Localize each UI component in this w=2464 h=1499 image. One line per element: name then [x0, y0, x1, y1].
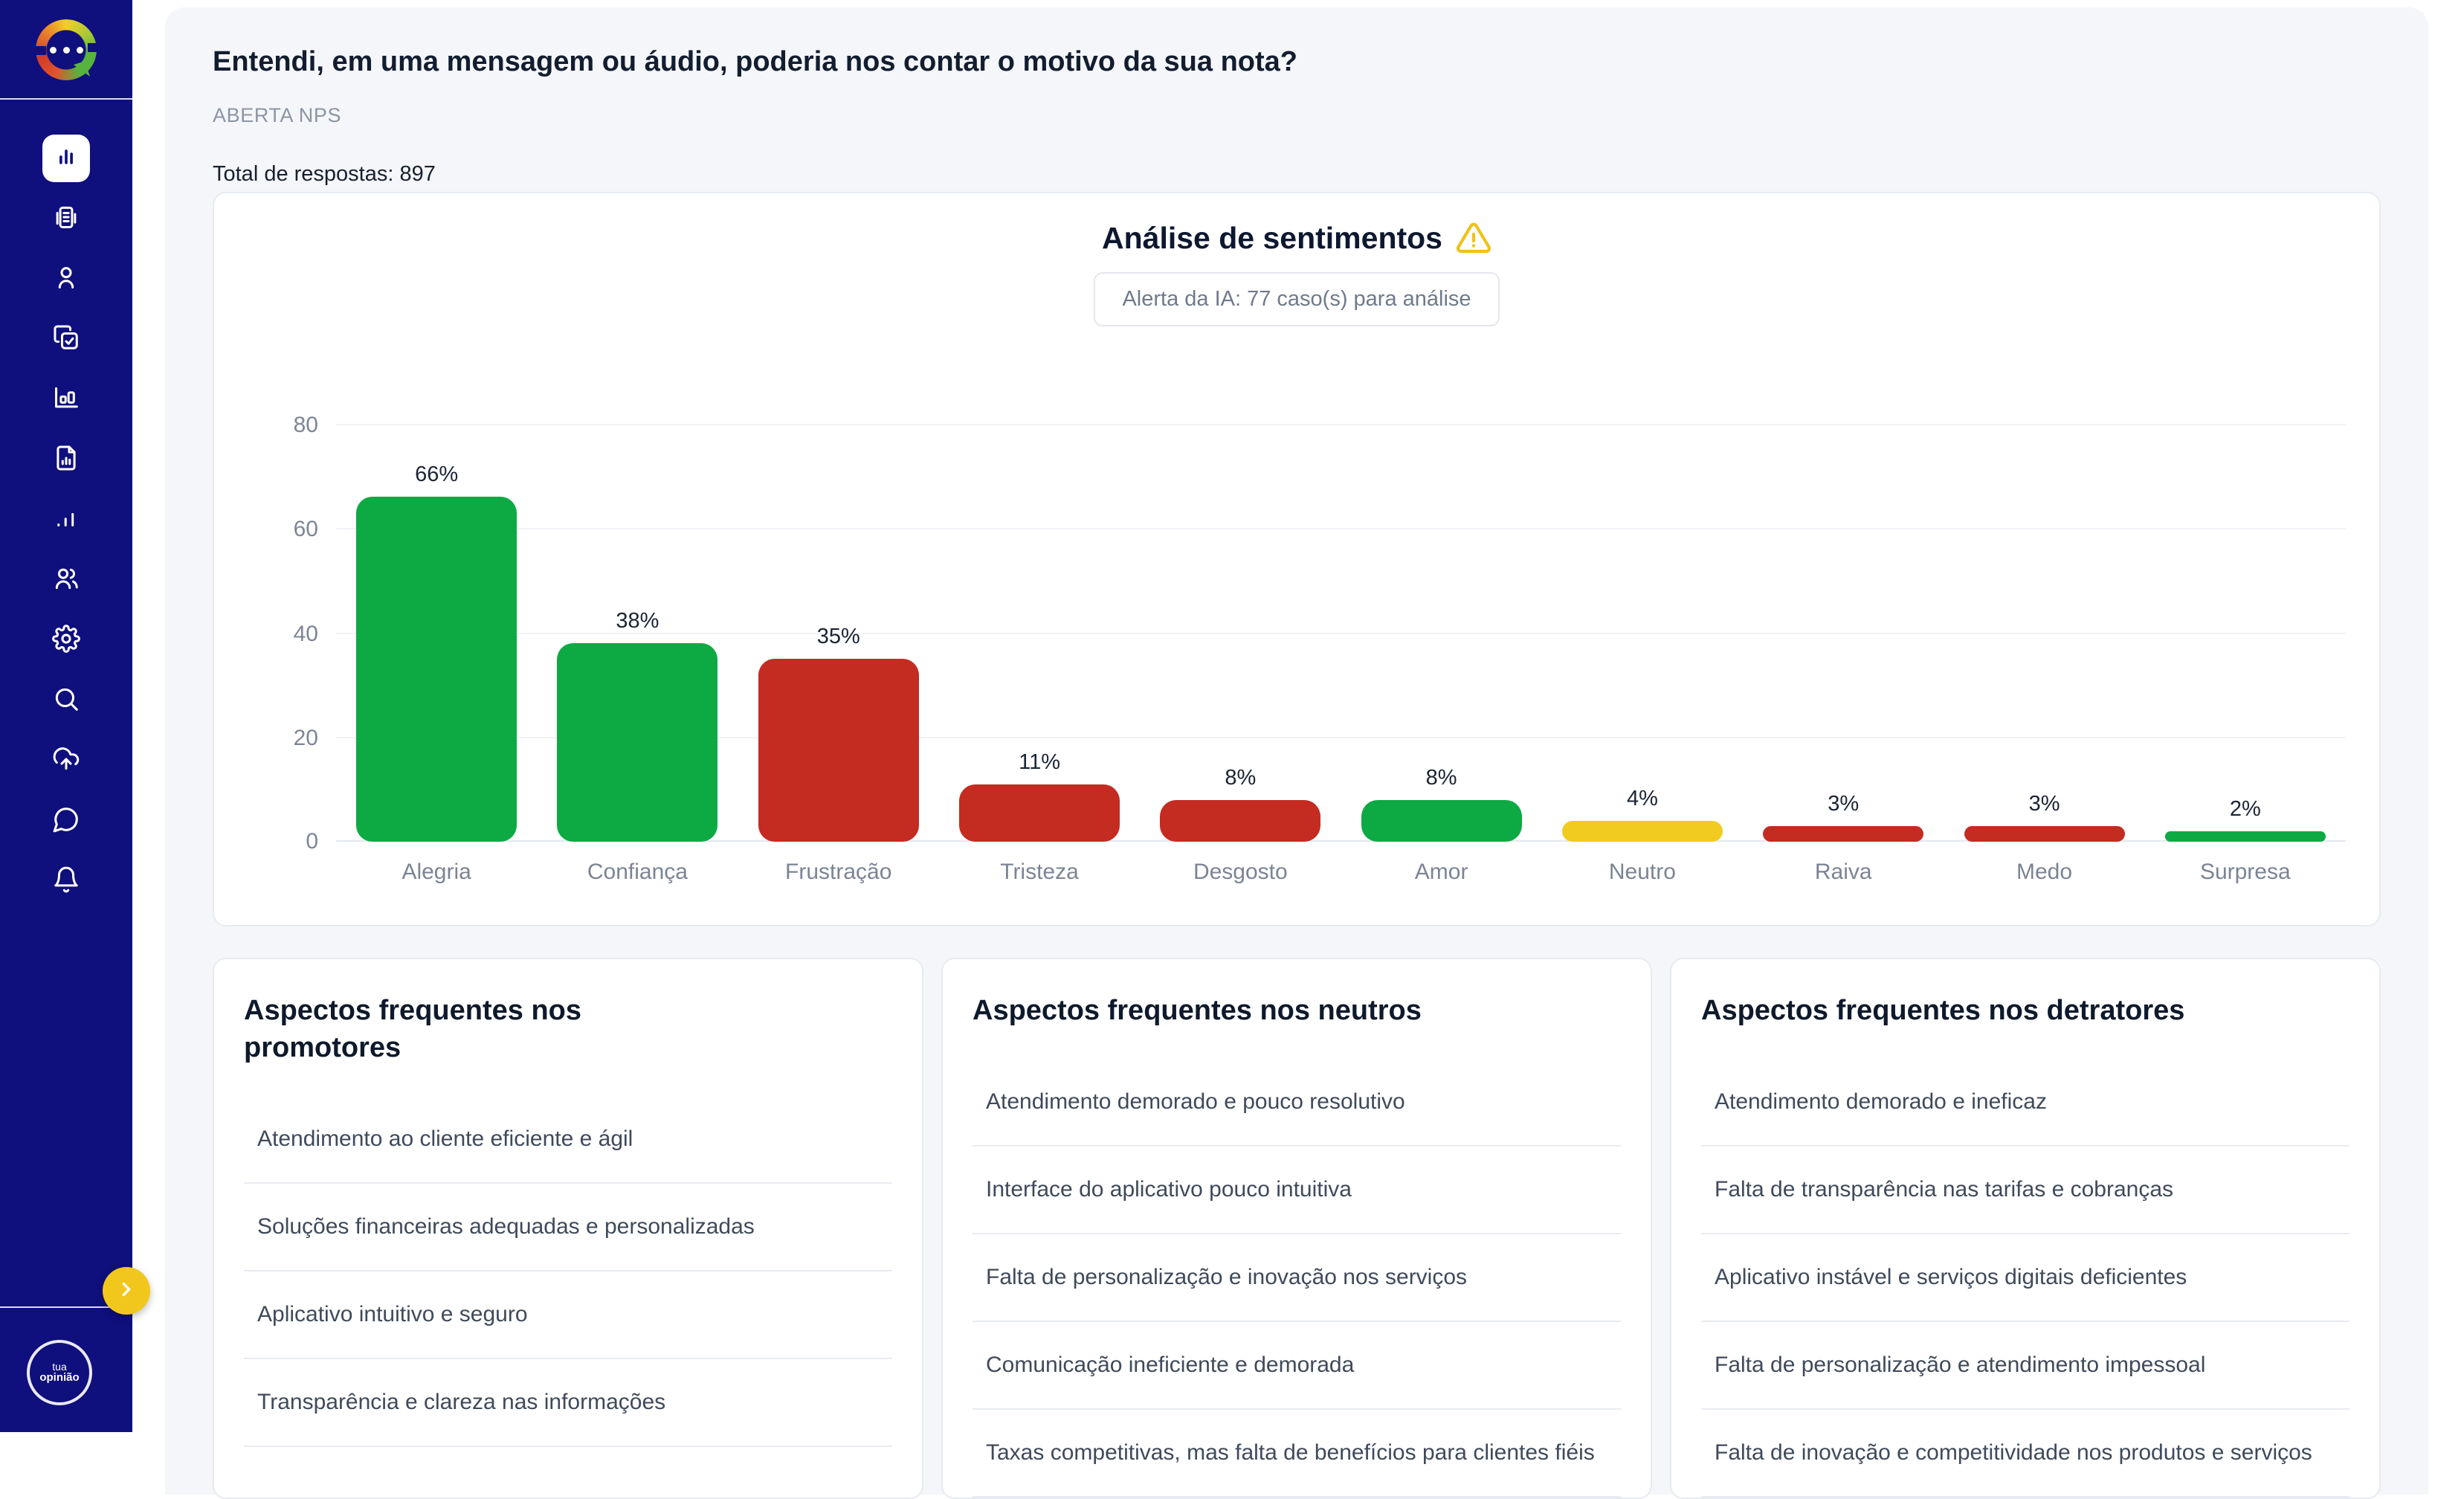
bar-slot: [336, 424, 537, 884]
bar-raiva[interactable]: [1763, 826, 1923, 842]
card-title: Aspectos frequentes nos neutros: [973, 995, 1422, 1026]
list-item: Aplicativo instável e serviços digitais deficientes: [1701, 1234, 2349, 1322]
avatar-label: tua: [52, 1361, 67, 1373]
copy-check-icon: [52, 323, 80, 355]
account-avatar[interactable]: [27, 1340, 92, 1405]
cloud-upload-icon: [52, 745, 80, 777]
list-item: Interface do aplicativo pouco intuitiva: [973, 1147, 1621, 1234]
bar-category-label: Tristeza: [1000, 860, 1079, 884]
aspect-cards-row: [213, 958, 2381, 1499]
chat-icon: [52, 805, 80, 837]
bar-alegria[interactable]: [356, 497, 517, 842]
list-item: Atendimento demorado e pouco resolutivo: [973, 1059, 1621, 1147]
bar-medo[interactable]: [1964, 826, 2125, 842]
bar-chart-icon: [52, 143, 80, 175]
bar-slot: [738, 424, 939, 884]
bar-slot: [537, 424, 738, 884]
sidebar-nav: [42, 135, 90, 905]
sentiment-chart-card: [213, 192, 2381, 926]
bar-chart-plot: [293, 413, 2346, 884]
card-neutros: [941, 958, 1652, 1499]
list-item: Atendimento demorado e ineficaz: [1701, 1059, 2349, 1147]
file-chart-icon: [52, 444, 80, 476]
sidebar-item-results[interactable]: [42, 496, 90, 544]
bar-category-label: Raiva: [1814, 860, 1872, 884]
sidebar-item-analytics[interactable]: [42, 375, 90, 423]
ai-alert-button[interactable]: Alerta da IA: 77 caso(s) para análise: [1094, 272, 1499, 326]
sidebar-item-profile[interactable]: [42, 255, 90, 303]
bar-slots: [336, 424, 2346, 884]
bell-icon: [52, 865, 80, 897]
y-tick-label: 80: [293, 413, 318, 437]
bar-value-label: 38%: [616, 609, 659, 633]
bar-slot: [1743, 424, 1944, 884]
sidebar-item-surveys[interactable]: [42, 315, 90, 363]
search-icon: [52, 685, 80, 717]
card-promotores: [213, 958, 923, 1499]
bar-category-label: Medo: [2016, 860, 2073, 884]
list-item: Falta de personalização e inovação nos serviços: [973, 1234, 1621, 1322]
card-title: Aspectos frequentes nos promotores: [244, 995, 581, 1064]
total-responses: Total de respostas: 897: [213, 162, 436, 186]
list-item: Atendimento ao cliente eficiente e ágil: [244, 1096, 892, 1184]
bar-value-label: 3%: [2028, 792, 2060, 816]
sidebar-item-reports[interactable]: [42, 195, 90, 242]
list-item: Falta de inovação e competitividade nos produtos e serviços: [1701, 1410, 2349, 1498]
bar-desgosto[interactable]: [1160, 800, 1320, 842]
sidebar-item-dashboard[interactable]: [42, 135, 90, 182]
list-item: Aplicativo intuitivo e seguro: [244, 1271, 892, 1359]
chart-title: Análise de sentimentos: [1102, 220, 1442, 255]
list-item: Taxas competitivas, mas falta de benefícios para clientes fiéis: [973, 1410, 1621, 1498]
signal-bars-icon: [52, 504, 80, 536]
warning-triangle-icon[interactable]: [1456, 220, 1491, 256]
sidebar-item-file-report[interactable]: [42, 436, 90, 483]
bar-value-label: 66%: [415, 462, 459, 486]
card-title: Aspectos frequentes nos detratores: [1701, 995, 2185, 1026]
bar-neutro[interactable]: [1562, 821, 1723, 842]
alert-row: [214, 272, 2379, 326]
y-tick-label: 0: [306, 829, 318, 854]
sidebar-item-contacts[interactable]: [42, 556, 90, 604]
bar-value-label: 35%: [816, 625, 860, 648]
sidebar-expand-button[interactable]: [103, 1267, 150, 1315]
bar-value-label: 8%: [1425, 766, 1457, 790]
sidebar-item-messages[interactable]: [42, 797, 90, 845]
gear-icon: [52, 625, 80, 657]
y-tick-label: 20: [293, 726, 318, 750]
sidebar-item-notifications[interactable]: [42, 857, 90, 905]
bar-slot: [1341, 424, 1541, 884]
bar-value-label: 11%: [1019, 750, 1060, 774]
page-title: Entendi, em uma mensagem ou áudio, poderia nos contar o motivo da sua nota?: [213, 46, 1297, 77]
list-item: Falta de transparência nas tarifas e cobranças: [1701, 1147, 2349, 1234]
bar-category-label: Surpresa: [2199, 860, 2291, 884]
bar-category-label: Desgosto: [1193, 860, 1288, 884]
sidebar-item-upload[interactable]: [42, 737, 90, 784]
sidebar-divider-top: [0, 98, 132, 100]
sidebar: [0, 0, 132, 1432]
list-item: Falta de personalização e atendimento impessoal: [1701, 1322, 2349, 1410]
list-item: Comunicação ineficiente e demorada: [973, 1322, 1621, 1410]
bar-value-label: 8%: [1225, 766, 1257, 790]
bar-confianca[interactable]: [557, 643, 717, 842]
bar-value-label: 4%: [1626, 787, 1658, 810]
bar-amor[interactable]: [1361, 800, 1522, 842]
list-item: Transparência e clareza nas informações: [244, 1359, 892, 1447]
list-item: Soluções financeiras adequadas e personalizadas: [244, 1184, 892, 1271]
bar-category-label: Frustração: [785, 860, 892, 884]
card-list: [1701, 1059, 2349, 1498]
chart-header: [214, 220, 2379, 256]
bar-category-label: Alegria: [401, 860, 471, 884]
sidebar-item-search[interactable]: [42, 677, 90, 724]
bar-category-label: Confiança: [587, 860, 688, 884]
chart-axes-icon: [52, 384, 80, 416]
bar-category-label: Amor: [1414, 860, 1468, 884]
card-detratores: [1670, 958, 2381, 1499]
bar-tristeza[interactable]: [959, 784, 1120, 842]
chevron-right-icon: [115, 1278, 138, 1304]
logo-dots: [36, 19, 97, 80]
bar-slot: [2145, 424, 2346, 884]
sidebar-item-settings[interactable]: [42, 616, 90, 664]
bar-frustracao[interactable]: [758, 659, 919, 842]
bar-value-label: 3%: [1828, 792, 1860, 816]
y-tick-label: 60: [293, 517, 318, 541]
card-list: [244, 1096, 892, 1447]
bar-slot: [1542, 424, 1743, 884]
users-icon: [52, 564, 80, 596]
avatar-label: opinião: [39, 1371, 80, 1384]
card-list: [973, 1059, 1621, 1498]
bar-category-label: Neutro: [1608, 860, 1676, 884]
y-tick-label: 40: [293, 622, 318, 646]
bar-value-label: 2%: [2229, 797, 2261, 821]
bar-slot: [939, 424, 1140, 884]
bar-slot: [1140, 424, 1341, 884]
user-icon: [52, 263, 80, 295]
bar-slot: [1944, 424, 2144, 884]
bar-surpresa[interactable]: [2165, 831, 2326, 842]
fax-icon: [52, 203, 80, 235]
question-type-tag: ABERTA NPS: [213, 104, 342, 126]
